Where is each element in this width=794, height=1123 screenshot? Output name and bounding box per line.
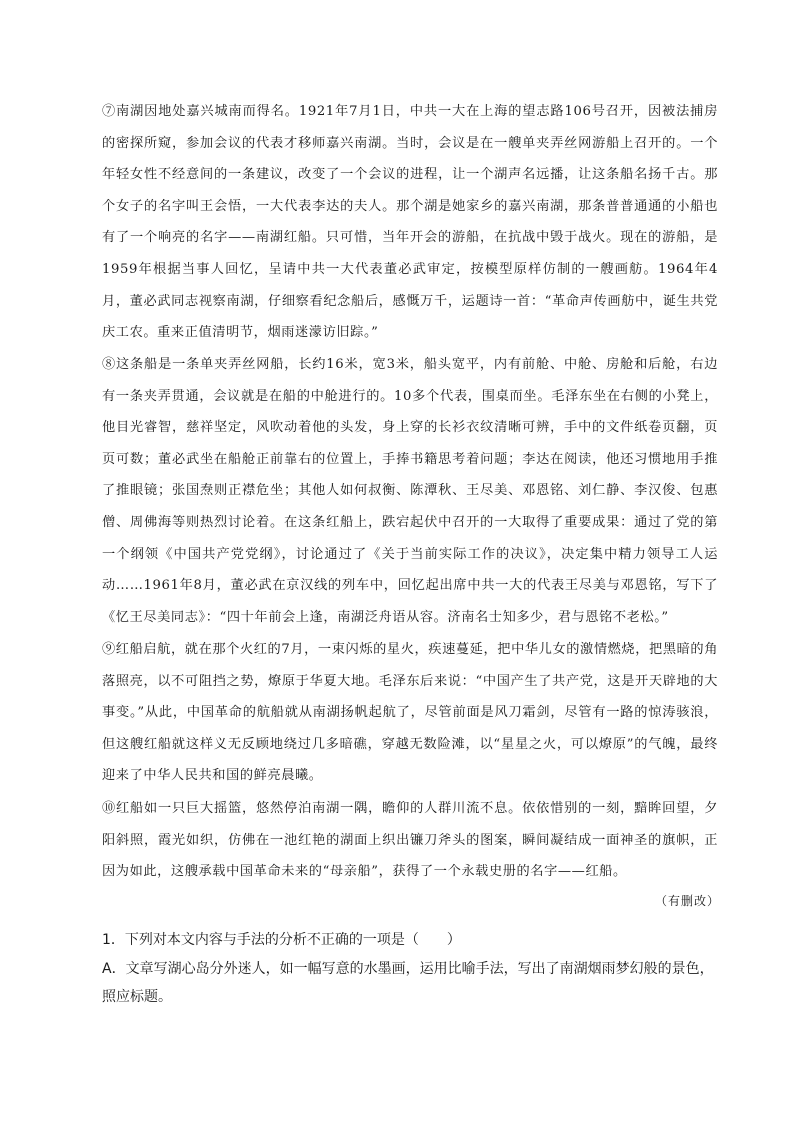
question-1-stem: 1．下列对本文内容与手法的分析不正确的一项是（ ） (102, 932, 461, 948)
paragraph-8: ⑧这条船是一条单夹弄丝网船，长约16米，宽3米，船头宽平，内有前舱、中舱、房舱和后舱，右边有一条夹弄贯通，会议就是在船的中舱进行的。10多个代表，围桌而坐。毛泽东坐在右侧的小凳上，他目光睿智，慈祥坚定，风吹动着他的头发，身上穿的长衫衣纹清晰可辨，手中的文件纸卷页翻，页页可数；董必武坐在船舱正前靠右的位置上，手捧书籍思考着问题；李达在阅读，他还习惯地用手推了推眼镜；张国焘则正襟危坐；其他人如何叔衡、陈潭秋、王尽美、邓恩铭、刘仁静、李汉俊、包惠僧、周佛海等则热烈讨论着。在这条红船上，跌宕起伏中召开的一大取得了重要成果：通过了党的第一个纲领《中国共产党党纲》，讨论通过了《关于当前实际工作的决议》，决定集中精力领导工人运动……1961年8月，董必武在京汉线的列车中，回忆起出席中共一大的代表王尽美与邓恩铭，写下了《忆王尽美同志》：“四十年前会上逢，南湖泛舟语从容。济南名士知多少，君与恩铭不老松。” (102, 357, 718, 625)
paragraph-9: ⑨红船启航，就在那个火红的7月，一束闪烁的星火，疾速蔓延，把中华儿女的激情燃烧，把黑暗的角落照亮，以不可阻挡之势，燎原于华夏大地。毛泽东后来说：“中国产生了共产党，这是开天辟地的大事变。”从此，中国革命的航船就从南湖扬帆起航了，尽管前面是风刀霜剑，尽管有一路的惊涛骇浪，但这艘红船就这样义无反顾地绕过几多暗礁，穿越无数险滩，以“星星之火，可以燎原”的气魄，最终迎来了中华人民共和国的鲜亮晨曦。 (102, 642, 718, 784)
question-1-option-a: A．文章写湖心岛分外迷人，如一幅写意的水墨画，运用比喻手法，写出了南湖烟雨梦幻般的景色，照应标题。 (102, 961, 714, 1005)
paragraph-7: ⑦南湖因地处嘉兴城南而得名。1921年7月1日，中共一大在上海的望志路106号召开，因被法捕房的密探所窥，参加会议的代表才移师嘉兴南湖。当时，会议是在一艘单夹弄丝网游船上召开的。一个年轻女性不经意间的一条建议，改变了一个会议的进程，让一个湖声名远播，让这条船名扬千古。那个女子的名字叫王会悟，一大代表李达的夫人。那个湖是她家乡的嘉兴南湖，那条普普通通的小船也有了一个响亮的名字——南湖红船。只可惜，当年开会的游船，在抗战中毁于战火。现在的游船，是1959年根据当事人回忆，呈请中共一大代表董必武审定，按模型原样仿制的一艘画舫。1964年4月，董必武同志视察南湖，仔细察看纪念船后，感慨万千，运题诗一首：“革命声传画舫中，诞生共党庆工农。重来正值清明节，烟雨迷濛访旧踪。” (102, 104, 718, 341)
paragraph-10: ⑩红船如一只巨大摇篮，悠然停泊南湖一隅，瞻仰的人群川流不息。依依惜别的一刻，黯眸回望，夕阳斜照，霞光如织，仿佛在一池红艳的湖面上织出镰刀斧头的图案，瞬间凝结成一面神圣的旗帜，正因为如此，这艘承载中国革命未来的“母亲船”，获得了一个永载史册的名字——红船。 (102, 801, 718, 880)
source-note: （有删改） (654, 894, 720, 908)
